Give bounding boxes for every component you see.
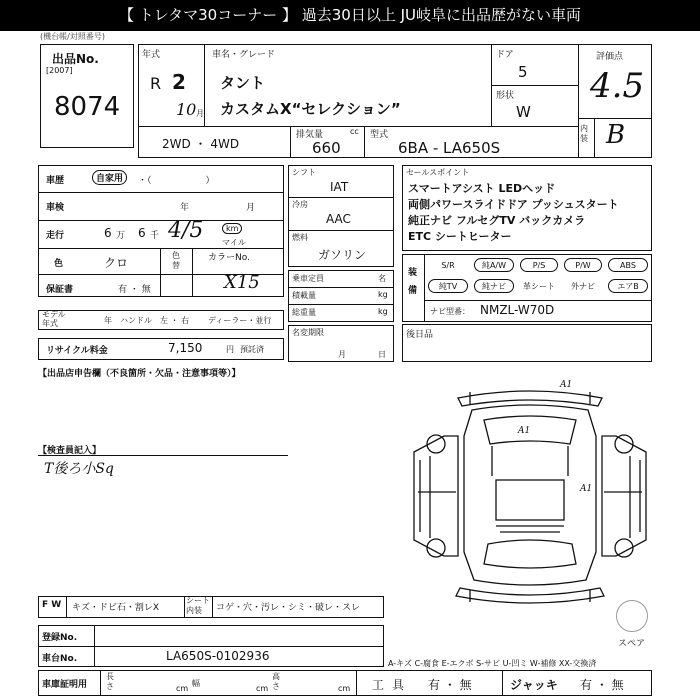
shaken-month: 月 (246, 203, 256, 213)
color-value: クロ (104, 256, 129, 270)
name-change-day: 日 (378, 350, 386, 359)
recycle-label: リサイクル料金 (46, 346, 108, 356)
jack-label: ジャッキ (510, 678, 558, 692)
damage-mark: A1 (560, 380, 573, 390)
sales-label: セールスポイント (406, 168, 470, 177)
era: R (150, 74, 162, 93)
mileage-sen: 6 (138, 226, 146, 240)
fw-label: F W (42, 600, 62, 610)
shape-value: W (516, 103, 531, 121)
doors-label: ドア (496, 50, 514, 60)
spare-tire-icon (616, 600, 648, 632)
name-change-label: 名変期限 (292, 328, 324, 337)
equip-sr: S/R (441, 261, 455, 270)
length-label: 長さ (106, 672, 114, 691)
color-no-label: カラーNo. (208, 253, 250, 263)
car-name: タント (220, 74, 266, 92)
capacity-label: 乗車定員 (292, 274, 324, 283)
displacement-label: 排気量 (296, 130, 324, 140)
recycle-note: 預託済 (240, 345, 264, 354)
mile-unit: マイル (222, 238, 246, 247)
cut-text: (機台帳/対照番号) (40, 32, 105, 41)
equip-power-steering: P/S (520, 258, 558, 272)
equip-leather-seat: 革シート (523, 282, 555, 291)
inspector-label: 【検査員記入】 (38, 446, 102, 456)
tools-value: 有 ・ 無 (428, 678, 472, 692)
fuel-label: 燃料 (292, 233, 308, 242)
displacement-unit: cc (350, 127, 359, 136)
doors-value: 5 (518, 63, 528, 81)
shaken-label: 車検 (46, 203, 65, 213)
width-label: 幅 (192, 679, 200, 688)
month-unit: 月 (196, 109, 204, 118)
gross-unit: kg (378, 307, 388, 316)
model-year-unit: 年 (104, 316, 112, 325)
color-no-value: X15 (224, 272, 260, 293)
sales-line: 純正ナビ フルセグTV バックカメラ (408, 214, 586, 227)
lot-label: 出品No. (52, 52, 99, 66)
shaken-year: 年 (180, 203, 190, 213)
shift-value: IAT (330, 180, 349, 194)
load-unit: kg (378, 290, 388, 299)
interior-label: 内装 (580, 124, 588, 143)
equip-airbag: エアB (608, 279, 648, 293)
spare-label: スペア (618, 639, 646, 649)
navi-label: ナビ型番： (430, 307, 470, 316)
dealer-value: ディーラー・並行 (208, 316, 272, 325)
recycle-unit: 円 (226, 345, 234, 354)
km-unit: km (222, 223, 242, 234)
shape-label: 形状 (496, 91, 515, 101)
warranty-value: 有 ・ 無 (118, 285, 151, 295)
car-label: 車名・グレード (212, 50, 276, 60)
equip-oem-navi: 純ナビ (474, 279, 514, 293)
aircon-label: 冷房 (292, 200, 308, 209)
drive-type: 2WD ・ 4WD (162, 137, 240, 151)
name-change-month: 月 (338, 350, 346, 359)
capacity-unit: 名 (378, 274, 386, 283)
equip-aftermarket-navi: 外ナビ (571, 282, 595, 291)
height-cm: cm (338, 684, 351, 693)
gross-label: 総重量 (292, 308, 316, 317)
tools-label: 工具 (372, 678, 413, 692)
recycle-value: 7,150 (168, 341, 203, 355)
year-label: 年式 (142, 50, 161, 60)
year-value: 2 (172, 70, 186, 94)
score-value: 4.5 (590, 66, 645, 106)
reki-rest: ・（ ） (138, 176, 215, 186)
equipment-label: 装備 (408, 268, 418, 296)
seat-items: コゲ・穴・汚レ・シミ・破レ・スレ (216, 603, 361, 613)
grade: カスタムX“セレクション” (220, 100, 401, 118)
warranty-label: 保証書 (46, 285, 74, 295)
reki-label: 車歴 (46, 176, 65, 186)
sales-line: ETC シートヒーター (408, 230, 512, 243)
jack-value: 有 ・ 無 (580, 678, 624, 692)
length-cm: cm (176, 684, 189, 693)
damage-mark: A1 (580, 484, 593, 494)
equip-power-windows: P/W (564, 258, 602, 272)
damage-codes: A-キズ C-腐食 E-エクボ S-サビ U-凹ミ W-補修 XX-交換済 (388, 659, 597, 668)
inspector-note: T後ろ小Sq (44, 461, 114, 477)
height-label: 高さ (272, 672, 280, 691)
cert-label: 車庫証明用 (42, 680, 88, 690)
interior-grade: B (606, 120, 626, 150)
seat-label: シート内装 (186, 596, 210, 615)
chassis-label: 車台No. (42, 654, 78, 664)
load-label: 積載量 (292, 291, 316, 300)
lot-year: [2007] (46, 66, 73, 75)
color-label: 色 (54, 259, 64, 269)
color-change: 色替 (172, 251, 180, 270)
lot-number: 8074 (54, 92, 121, 122)
handle-label: ハンドル (120, 316, 152, 325)
reki-value: 自家用 (92, 170, 127, 185)
sen-unit: 千 (150, 231, 160, 241)
mileage-handwritten: 4/5 (168, 218, 204, 243)
displacement-value: 660 (312, 139, 341, 157)
equip-abs: ABS (608, 258, 648, 272)
month-value: 10 (176, 100, 197, 119)
after-label: 後日品 (406, 330, 434, 340)
damage-mark: A1 (518, 426, 531, 436)
shift-label: シフト (292, 168, 316, 177)
sales-line: スマートアシスト LEDヘッド (408, 182, 556, 195)
equip-alloy-wheels: 純A/W (474, 258, 514, 272)
reg-label: 登録No. (42, 633, 78, 643)
model-value: 6BA - LA650S (398, 139, 501, 157)
declaration-label: 【出品店申告欄（不良箇所・欠品・注意事項等）】 (38, 369, 241, 379)
mileage-label: 走行 (46, 231, 65, 241)
aircon-value: AAC (326, 212, 351, 226)
model-label: 型式 (370, 130, 389, 140)
after-box (402, 324, 652, 362)
sales-line: 両側パワースライドドア プッシュスタート (408, 198, 619, 211)
equip-oem-tv: 純TV (428, 279, 468, 293)
car-damage-diagram (400, 376, 660, 616)
banner-text: 【 トレタマ30コーナー 】 過去30日以上 JU岐阜に出品歴がない車両 (118, 6, 582, 24)
navi-model: NMZL-W70D (480, 303, 555, 317)
fuel-value: ガソリン (318, 248, 367, 262)
mileage-man: 6 (104, 226, 112, 240)
chassis-value: LA650S-0102936 (166, 649, 270, 663)
model-year-label: モデル年式 (42, 310, 66, 328)
width-cm: cm (256, 684, 269, 693)
man-unit: 万 (116, 231, 126, 241)
fw-items: キズ・ドビ石・割レX (72, 603, 159, 613)
handle-value: 左 ・ 右 (160, 316, 190, 325)
score-label: 評価点 (596, 52, 624, 62)
